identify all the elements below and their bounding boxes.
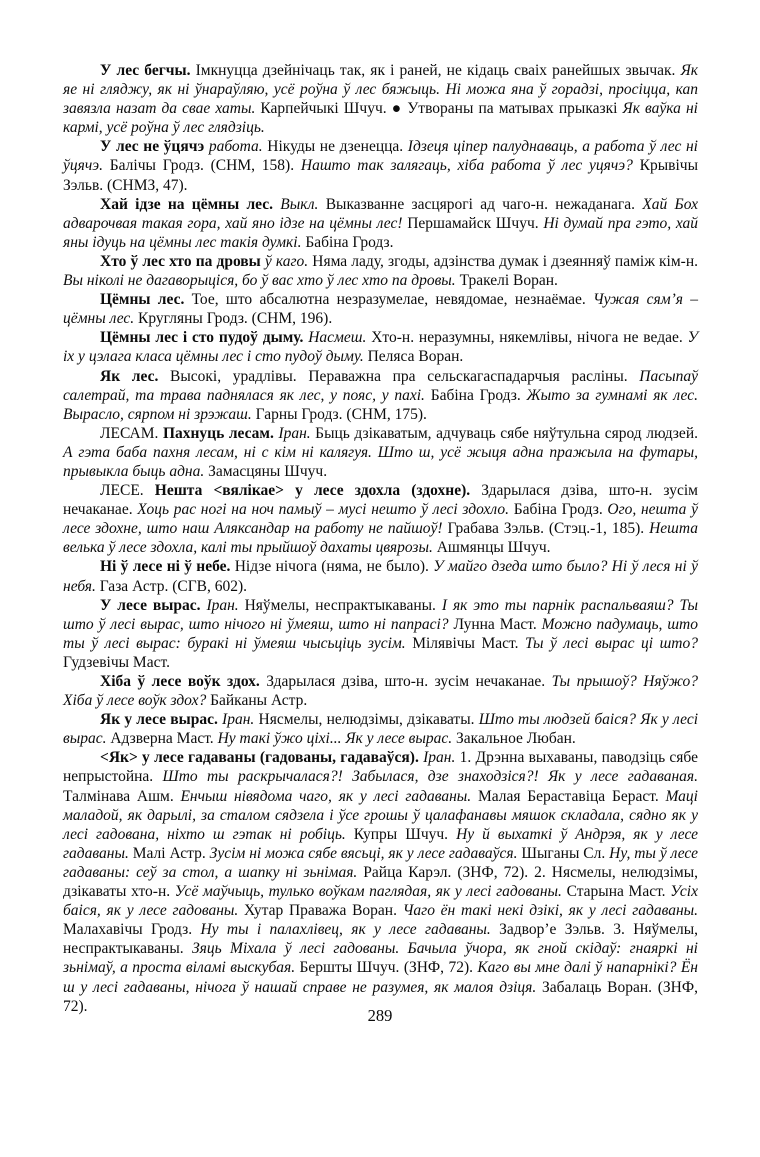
entry-source: Купры Шчуч. bbox=[353, 825, 457, 843]
entry-example: Чужая сям’я – цёмны лес. bbox=[63, 291, 699, 328]
entry-example: Пасыпаў салетрай, та трава паднялася як лес, у пояс, у пахі. bbox=[63, 367, 698, 404]
entry-source: Карпейчыкі Шчуч. bbox=[260, 100, 392, 118]
entry-example: Жыто за гумнамі як лес. Вырасло, сярпом ні зрэжаш. bbox=[63, 386, 698, 423]
entry-usage-label: Іран. bbox=[278, 424, 316, 442]
entry-example: Ты прышоў? Няўжо? Хіба ў лесе воўк здох? bbox=[63, 673, 699, 710]
dictionary-entry bbox=[63, 596, 698, 672]
entry-usage-label: Іран. bbox=[423, 749, 460, 767]
dictionary-entry bbox=[63, 748, 698, 1015]
entry-example: Хоць рас ногі на ноч памыў – мусі нешто ў лесі здохло. bbox=[137, 501, 514, 519]
entry-example: Ну такі ўжо ціхі... Як у лесе вырас. bbox=[217, 730, 457, 748]
entry-source: Пеляса Воран. bbox=[367, 348, 464, 366]
entry-example: Ні думай пра гэто, хай яны ідуць на цёмны лес такія думкі. bbox=[63, 214, 698, 251]
entry-definition: Нікуды не дзенецца. bbox=[267, 138, 408, 156]
entry-source: Бабіна Гродз. bbox=[305, 233, 394, 251]
entry-example: Каго вы мне далі ў напарнікі? Ён ш у лесі гадаваны, нічога ў нашай справе не разумея, як малоя дзіця. bbox=[63, 959, 698, 996]
entry-example: Як яе ні гляджу, як ні ўнараўляю, усё роўна ў лес бяжыць. Ні можа яна ў горадзі, просіцца, кап завязла назат да свае хаты. bbox=[63, 62, 698, 118]
dictionary-entry bbox=[63, 137, 698, 194]
entry-note: ● Утвораны па матывах прыказкі bbox=[391, 100, 623, 118]
entry-source: Задвор’е Зэльв. bbox=[499, 921, 614, 939]
entry-source: Замасцяны Шчуч. bbox=[208, 462, 328, 480]
entry-source: Забалаць Воран. (ЗНФ, 72). bbox=[63, 978, 698, 1015]
entry-source: Газа Астр. (СГВ, 602). bbox=[99, 577, 248, 595]
entry-source: Кругляны Гродз. (СНМ, 196). bbox=[138, 310, 333, 328]
entry-definition: Выказванне засцярогі ад чаго-н. нежаданага. bbox=[325, 195, 643, 213]
entry-example: Зусім ні можа сябе вясьці, як у лесе гадаваўся. bbox=[209, 844, 522, 862]
entry-source: Хутар Праважа Воран. bbox=[244, 902, 403, 920]
entry-example: Ты ў лесі вырас ці што? bbox=[525, 634, 698, 652]
entry-usage-label: Іран. bbox=[206, 596, 245, 614]
entry-example: Хай Бох адварочвая такая гора, хай яно ідзе на цёмны лес! bbox=[63, 195, 699, 232]
entry-headword: Хто ў лес хто па дровы bbox=[100, 252, 265, 270]
dictionary-entry bbox=[63, 424, 698, 481]
entry-headword: Цёмны лес. bbox=[100, 291, 192, 309]
entry-source: Гудзевічы Маст. bbox=[63, 653, 170, 671]
entry-proverb: Як ваўка ні кармі, усё роўна ў лес глядзіць. bbox=[63, 100, 698, 137]
entry-source: Бабіна Гродз. bbox=[513, 501, 608, 519]
entry-example: Што ты раскрычалася?! Забылася, дзе знаходзіся?! Як у лесе гадаваная. bbox=[162, 768, 698, 786]
entry-example: Ну й выхаткі ў Андрэя, як у лесе гадаваны. bbox=[63, 825, 699, 862]
entry-example: Нешта велька ў лесе здохла, калі ты прыйшоў дахаты цвярозы. bbox=[63, 520, 698, 557]
entry-source: Крывічы Зэльв. (СНМЗ, 47). bbox=[63, 157, 698, 194]
entry-source: Малахавічы Гродз. bbox=[63, 921, 201, 939]
entry-source: Ашмянцы Шчуч. bbox=[436, 539, 551, 557]
entry-definition: Здарылася дзіва, што-н. зусім нечаканае. bbox=[63, 482, 698, 519]
entry-headword: Як лес. bbox=[100, 367, 170, 385]
page-number: 289 bbox=[367, 1006, 393, 1025]
entry-source: Талмінава Ашм. bbox=[63, 787, 181, 805]
entry-source: Райца Карэл. (ЗНФ, 72). bbox=[363, 863, 535, 881]
entry-headword: У лесе вырас. bbox=[100, 596, 207, 614]
entry-definition: Няма ладу, згоды, адзінства думак і дзеянняў паміж кім-н. bbox=[312, 252, 699, 270]
page-content bbox=[63, 61, 698, 1016]
entry-definition: 3. Няўмелы, неспрактыкаваны. bbox=[63, 921, 698, 958]
entry-headword: У лес бегчы. bbox=[100, 62, 191, 79]
entry-source: Першамайск Шчуч. bbox=[407, 214, 544, 232]
entry-definition: Нідзе нічога (няма, не было). bbox=[234, 558, 434, 576]
dictionary-entry bbox=[63, 481, 698, 557]
entry-headword: Нешта <вялікае> у лесе здохла (здохне). bbox=[154, 482, 482, 500]
entry-headword: Пахнуць лесам. bbox=[162, 424, 279, 442]
entry-example: Енчыш нівядома чаго, як у лесі гадаваны. bbox=[180, 787, 478, 805]
entry-example: У майго дзеда што было? Ні ў леся ні ў небя. bbox=[63, 558, 698, 595]
entry-definition: Нясмелы, нелюдзімы, дзікаваты. bbox=[258, 711, 479, 729]
entry-example: І як это ты парнік распальваяш? Ты што ў лесі вырас, што нічого ні ўмеяш, што ні папрасі? bbox=[63, 596, 699, 633]
entry-usage-label: Выкл. bbox=[280, 195, 326, 213]
dictionary-entry bbox=[63, 61, 698, 137]
entry-source: Старына Маст. bbox=[566, 883, 671, 901]
entry-example: Чаго ён такі некі дзікі, як у лесі гадаваны. bbox=[402, 902, 699, 920]
entry-headword: Ні ў лесе ні ў небе. bbox=[100, 558, 235, 576]
entry-definition: Тое, што абсалютна незразумелае, невядомае, незнаёмае. bbox=[191, 291, 593, 309]
entry-lemma: ЛЕСАМ. bbox=[100, 424, 163, 442]
entry-source: Балічы Гродз. (СНМ, 158). bbox=[109, 157, 301, 175]
dictionary-entry bbox=[63, 672, 698, 710]
dictionary-entry bbox=[63, 367, 698, 424]
entry-example: Можно падумаць, што ты ў лесі вырас: буракі ні ўмеяш чысьціць зусім. bbox=[63, 615, 698, 652]
entry-valence: ў каго. bbox=[264, 252, 313, 270]
entry-definition: Хто-н. неразумны, някемлівы, нічога не ведае. bbox=[371, 329, 688, 347]
entry-definition: Высокі, урадлівы. Пераважна пра сельскагаспадарчыя расліны. bbox=[170, 367, 640, 385]
entry-definition: Здарылася дзіва, што-н. зусім нечаканае. bbox=[266, 673, 552, 690]
entry-definition: 1. Дрэнна выхаваны, паводзіць сябе непрыстойна. bbox=[63, 749, 698, 786]
entry-headword: Цёмны лес і сто пудоў дыму. bbox=[100, 329, 309, 347]
dictionary-entry bbox=[63, 290, 698, 328]
entry-example: А гэта баба пахня лесам, ні с кім ні калягуя. Што ш, усё жыця адна пражыла на футары, прывыкла быць адна. bbox=[63, 443, 698, 480]
entry-example: Зяць Міхала ў лесі гадованы. Бачыла ўчора, як гной скідаў: гнаяркі ні зьнімаў, а проста віламі выскубая. bbox=[63, 940, 698, 977]
entry-source: Грабава Зэльв. (Стэц.-1, 185). bbox=[447, 520, 650, 538]
dictionary-entry bbox=[63, 252, 698, 290]
dictionary-entry bbox=[63, 328, 698, 366]
entry-example: Ну, ты ў лесе гадаваны: сеў за стол, а шапку ні зьнімая. bbox=[63, 844, 698, 881]
entry-source: Тракелі Воран. bbox=[459, 272, 558, 290]
entry-example: Ого, нешта ў лесе здохне, што наш Аляксандар на работу не пайшоў! bbox=[63, 501, 698, 538]
entry-source: Лунна Маст. bbox=[453, 615, 542, 633]
entry-example: Што ты людзей баіся? Як у лесі вырас. bbox=[63, 711, 699, 748]
entry-example: У іх у цэлага класа цёмны лес і сто пудоў дыму. bbox=[63, 329, 698, 366]
entry-example: Усіх баіся, як у лесе гадованы. bbox=[63, 883, 698, 920]
entry-example: Усё маўчыць, тулько воўкам паглядая, як у лесі гадованы. bbox=[174, 883, 567, 901]
entry-example: Вы ніколі не дагаворыціся, бо ў вас хто ў лес хто па дровы. bbox=[63, 272, 460, 290]
entry-example: Ідзеця ціпер палуднаваць, а работа ў лес ні ўцячэ. bbox=[63, 138, 698, 175]
entry-source: Бабіна Гродз. bbox=[430, 386, 527, 404]
dictionary-entry bbox=[63, 195, 698, 252]
entry-source: Шыганы Сл. bbox=[521, 844, 610, 862]
entry-headword: <Як> у лесе гадаваны (гадованы, гадаваўся). bbox=[100, 749, 424, 767]
entry-headword: Хай ідзе на цёмны лес. bbox=[100, 195, 281, 213]
entry-source: Адзверна Маст. bbox=[110, 730, 218, 748]
entry-source: Байканы Астр. bbox=[210, 692, 308, 710]
entry-headword: Хіба ў лесе воўк здох. bbox=[100, 673, 267, 690]
entry-definition: Быць дзікаватым, адчуваць сябе няўтульна сярод людзей. bbox=[315, 424, 698, 442]
entry-source: Закальное Любан. bbox=[456, 730, 576, 748]
entry-lemma: ЛЕСЕ. bbox=[100, 482, 155, 500]
entry-definition: Імкнуцца дзейнічаць так, як і раней, не кідаць сваіх ранейшых звычак. bbox=[190, 62, 681, 79]
entry-valence: работа. bbox=[208, 138, 268, 156]
entry-source: Малі Астр. bbox=[132, 844, 210, 862]
entry-usage-label: Іран. bbox=[222, 711, 259, 729]
entry-example: Маці маладой, як дарылі, за сталом сядзела і ўсе грошы ў цалафанавы мяшок складала, сядно як у лесі гадована, ніхто ш гэтак ні робіць. bbox=[63, 787, 698, 843]
dictionary-entry bbox=[63, 710, 698, 748]
entry-headword: Як у лесе вырас. bbox=[100, 711, 223, 729]
dictionary-entry bbox=[63, 557, 698, 595]
entry-example: Ну ты і палахлівец, як у лесе гадаваны. bbox=[200, 921, 500, 939]
entry-headword: У лес не ўцячэ bbox=[100, 138, 209, 156]
entry-definition: Няўмелы, неспрактыкаваны. bbox=[244, 596, 442, 614]
entry-definition: 2. Нясмелы, нелюдзімы, дзікаваты хто-н. bbox=[63, 863, 698, 901]
entry-source: Гарны Гродз. (СНМ, 175). bbox=[255, 405, 427, 423]
entry-source: Бершты Шчуч. (ЗНФ, 72). bbox=[299, 959, 478, 977]
entry-source: Малая Бераставіца Бераст. bbox=[477, 787, 666, 805]
entry-example: Нашто так залягаць, хіба работа ў лес уцячэ? bbox=[300, 157, 640, 175]
entry-source: Мілявічы Маст. bbox=[412, 634, 525, 652]
entry-usage-label: Насмеш. bbox=[308, 329, 372, 347]
